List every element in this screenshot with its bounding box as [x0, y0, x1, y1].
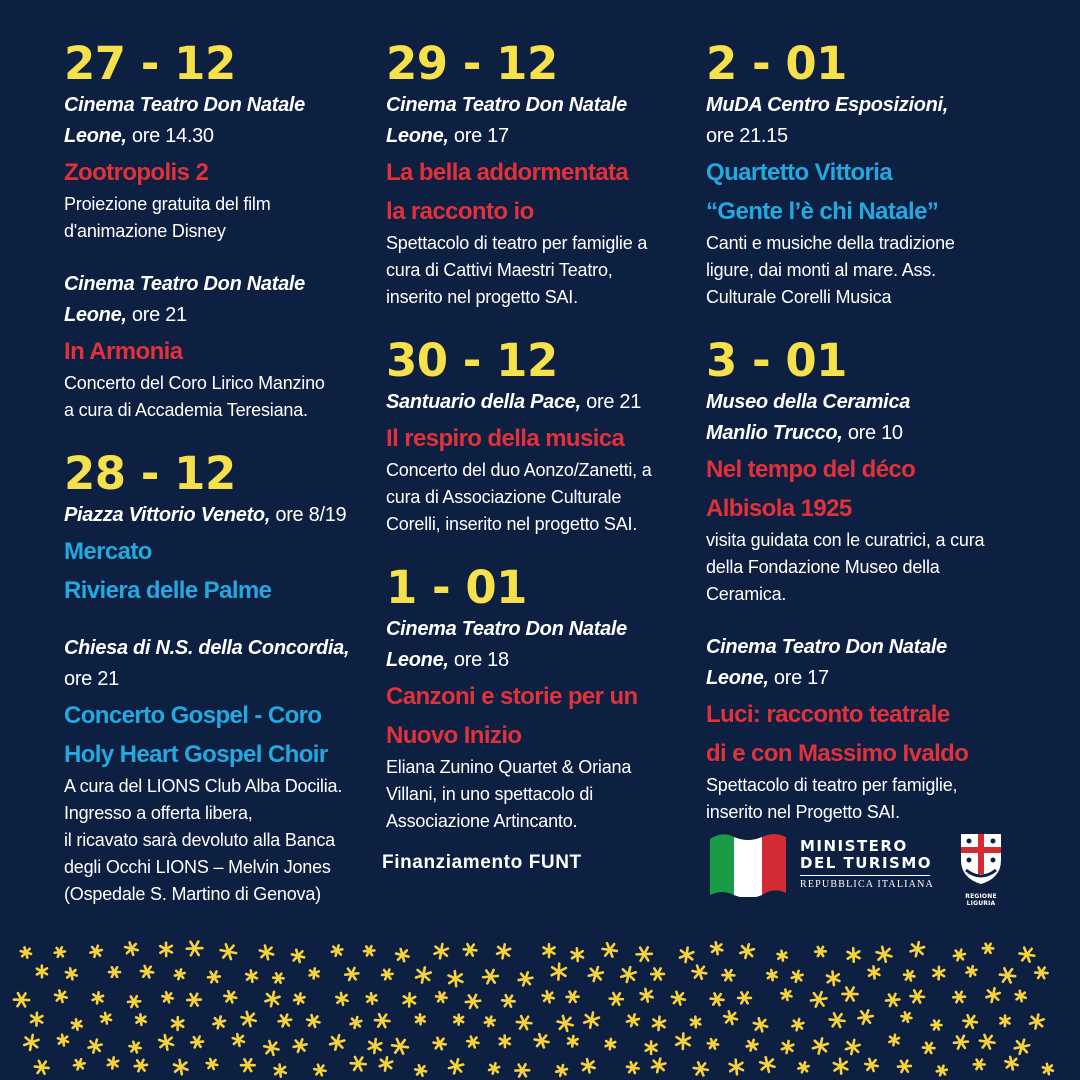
- event-item: [64, 269, 384, 424]
- event-time: ore 21.15: [706, 125, 788, 147]
- star-icon: [106, 1056, 121, 1071]
- star-icon: [172, 1059, 190, 1076]
- star-icon: [272, 1063, 287, 1078]
- event-date: 2 - 01: [706, 37, 847, 90]
- star-icon: [1018, 947, 1035, 962]
- event-description: inserito nel Progetto SAI.: [706, 802, 900, 822]
- star-icon: [586, 964, 605, 983]
- star-icon: [433, 1037, 447, 1049]
- event-item: [64, 90, 384, 245]
- star-icon: [330, 943, 344, 957]
- star-icon: [53, 945, 66, 959]
- event-title: la racconto io: [386, 198, 534, 225]
- ministry-line-3: REPUBBLICA ITALIANA: [800, 879, 934, 890]
- event-title: Il respiro della musica: [386, 425, 625, 452]
- column-3: [706, 38, 1006, 826]
- star-icon: [72, 1057, 86, 1071]
- star-icon: [825, 970, 842, 986]
- star-icon: [380, 967, 394, 981]
- event-description: Canti e musiche della tradizione: [706, 233, 955, 253]
- event-venue-name: Cinema Teatro Don Natale: [386, 618, 628, 640]
- star-icon: [829, 1013, 845, 1027]
- star-icon: [28, 1011, 45, 1027]
- event-venue-name: Cinema Teatro Don Natale: [706, 636, 948, 658]
- star-icon: [548, 962, 569, 982]
- star-icon: [366, 1037, 385, 1055]
- event-description: Concerto del Coro Lirico Manzino: [64, 373, 325, 393]
- event-description: Spettacolo di teatro per famiglie,: [706, 775, 958, 795]
- star-icon: [845, 947, 863, 964]
- event-title: Luci: racconto teatrale: [706, 701, 950, 728]
- event-venue-name: Manlio Trucco,: [706, 422, 843, 444]
- star-icon: [291, 1037, 309, 1055]
- star-icon: [307, 967, 320, 980]
- star-icon: [766, 969, 779, 981]
- event-time: ore 18: [448, 649, 509, 671]
- star-icon: [494, 942, 513, 960]
- star-icon: [979, 1034, 995, 1049]
- event-item: [64, 633, 384, 908]
- star-icon: [34, 1061, 49, 1075]
- star-icon: [650, 1056, 668, 1074]
- star-icon: [291, 949, 306, 963]
- star-icon: [797, 1060, 811, 1074]
- event-venue-name: Santuario della Pace,: [386, 391, 581, 413]
- star-icon: [998, 1014, 1012, 1027]
- star-icon: [810, 1036, 830, 1056]
- star-icon: [565, 989, 580, 1005]
- star-icon: [487, 1062, 501, 1076]
- star-icon: [395, 948, 410, 962]
- event-venue-name: Piazza Vittorio Veneto,: [64, 504, 271, 526]
- star-icon: [516, 970, 534, 988]
- star-icon: [650, 966, 666, 983]
- event-title: In Armonia: [64, 338, 183, 365]
- star-icon: [738, 942, 757, 961]
- event-date: 1 - 01: [386, 561, 527, 614]
- star-icon: [541, 943, 557, 959]
- star-icon: [90, 991, 105, 1006]
- event-venue: [706, 90, 1006, 121]
- event-venue-line-2: [64, 664, 384, 695]
- star-icon: [161, 992, 173, 1003]
- event-date: 27 - 12: [64, 37, 236, 90]
- event-item: [386, 614, 706, 835]
- star-icon: [952, 989, 967, 1004]
- event-venue-name: Museo della Ceramica: [706, 391, 911, 413]
- star-icon: [124, 942, 139, 956]
- event-description: Eliana Zunino Quartet & Oriana: [386, 757, 632, 777]
- event-time: ore 14.30: [126, 125, 214, 147]
- event-venue-name: Cinema Teatro Don Natale: [64, 94, 306, 116]
- event-venue-name: Chiesa di N.S. della Concordia,: [64, 637, 350, 659]
- star-icon: [223, 991, 237, 1003]
- star-icon: [133, 1057, 149, 1074]
- star-icon: [689, 1015, 703, 1028]
- star-icon: [707, 1039, 718, 1049]
- event-venue-line-2: [706, 418, 1006, 449]
- star-icon: [452, 1013, 465, 1026]
- event-item: [64, 500, 384, 609]
- event-venue: [386, 387, 706, 418]
- star-icon: [618, 965, 638, 985]
- star-icon: [738, 992, 751, 1003]
- star-icon: [185, 938, 205, 958]
- event-description: Culturale Corelli Musica: [706, 287, 892, 307]
- column-1: [64, 38, 384, 908]
- star-icon: [211, 1014, 227, 1030]
- event-venue-line-2: [706, 121, 1006, 152]
- star-icon: [884, 991, 901, 1009]
- star-icon: [70, 1018, 83, 1030]
- event-title: Mercato: [64, 538, 152, 565]
- star-icon: [727, 1058, 746, 1076]
- star-icon: [343, 965, 360, 982]
- star-icon: [483, 1015, 496, 1028]
- star-icon: [901, 1012, 913, 1023]
- star-icon: [463, 944, 477, 956]
- event-venue: [386, 614, 706, 645]
- star-icon: [691, 965, 707, 979]
- star-icon: [157, 1034, 175, 1051]
- star-icon: [908, 940, 927, 959]
- star-icon: [88, 944, 104, 960]
- star-icon: [99, 1012, 112, 1025]
- star-icon: [140, 966, 154, 978]
- star-icon: [843, 1038, 862, 1057]
- event-description: della Fondazione Museo della: [706, 557, 940, 577]
- event-venue-name: Leone,: [64, 125, 127, 147]
- star-icon: [435, 992, 447, 1003]
- star-icon: [157, 941, 174, 958]
- star-icon: [752, 1017, 768, 1032]
- star-icon: [1012, 1037, 1031, 1057]
- star-icon: [273, 973, 284, 983]
- ministry-line-1: MINISTERO: [800, 837, 908, 855]
- star-icon: [710, 993, 724, 1005]
- star-icon: [758, 1056, 776, 1073]
- event-venue: [706, 387, 1006, 418]
- event-title: Holy Heart Gospel Choir: [64, 741, 328, 768]
- star-icon: [432, 942, 451, 961]
- star-icon: [887, 1033, 901, 1047]
- star-icon: [21, 1032, 41, 1052]
- star-icon: [963, 1015, 978, 1028]
- star-icon: [314, 1064, 327, 1075]
- star-icon: [464, 992, 483, 1011]
- star-icon: [414, 1013, 427, 1025]
- event-venue-name: Leone,: [386, 649, 449, 671]
- star-icon: [723, 1011, 739, 1025]
- star-icon: [377, 1055, 395, 1072]
- star-icon: [952, 947, 967, 962]
- event-venue-line-2: [64, 300, 384, 331]
- star-icon: [206, 969, 221, 985]
- event-venue: [386, 90, 706, 121]
- event-item: [706, 90, 1006, 311]
- star-icon: [54, 990, 68, 1003]
- event-time: ore 8/19: [270, 504, 347, 526]
- star-icon: [129, 1041, 142, 1053]
- star-icon: [134, 1013, 147, 1026]
- star-icon: [566, 1034, 580, 1048]
- event-time: ore 21: [126, 304, 187, 326]
- event-description: a cura di Accademia Teresiana.: [64, 400, 308, 420]
- event-description: Ingresso a offerta libera,: [64, 803, 253, 823]
- star-icon: [671, 991, 687, 1005]
- star-icon: [999, 968, 1016, 983]
- star-icon: [569, 947, 585, 962]
- ministry-line-2: DEL TURISMO: [800, 854, 933, 872]
- star-icon: [626, 1062, 639, 1074]
- star-icon: [1027, 1012, 1046, 1031]
- star-icon: [502, 995, 516, 1007]
- star-icon: [866, 965, 881, 979]
- star-icon: [722, 970, 734, 980]
- event-date: 28 - 12: [64, 447, 236, 500]
- event-description: cura di Cattivi Maestri Teatro,: [386, 260, 613, 280]
- star-icon: [974, 1060, 985, 1070]
- event-item: [386, 387, 706, 538]
- star-icon: [673, 1031, 693, 1051]
- event-description: degli Occhi LIONS – Melvin Jones: [64, 857, 331, 877]
- star-icon: [365, 992, 379, 1005]
- star-icon: [625, 1012, 641, 1028]
- star-icon: [903, 970, 915, 981]
- star-icon: [709, 941, 724, 955]
- event-venue-name: MuDA Centro Esposizioni,: [706, 94, 949, 116]
- event-date: 30 - 12: [386, 334, 558, 387]
- star-icon: [923, 1043, 935, 1054]
- star-icon: [497, 1034, 512, 1048]
- event-description: Villani, in uno spettacolo di: [386, 784, 594, 804]
- star-icon: [219, 943, 237, 959]
- event-venue: [64, 633, 384, 664]
- star-icon: [514, 1061, 531, 1079]
- event-venue: [64, 500, 384, 531]
- event-item: [706, 632, 1006, 826]
- star-icon: [808, 989, 828, 1010]
- star-icon: [391, 1038, 409, 1054]
- event-title: Zootropolis 2: [64, 159, 209, 186]
- star-icon: [481, 967, 500, 986]
- event-title: Nuovo Inizio: [386, 722, 522, 749]
- event-title: Riviera delle Palme: [64, 577, 272, 604]
- event-item: [386, 90, 706, 311]
- star-icon: [910, 990, 924, 1003]
- event-description: visita guidata con le curatrici, a cura: [706, 530, 985, 550]
- star-icon: [244, 969, 259, 983]
- event-venue-line-2: [386, 645, 706, 676]
- star-icon: [814, 945, 827, 959]
- column-2: [386, 38, 706, 835]
- event-venue-name: Leone,: [706, 667, 769, 689]
- event-venue-name: Cinema Teatro Don Natale: [64, 273, 306, 295]
- star-icon: [790, 969, 805, 984]
- star-icon: [875, 946, 893, 963]
- star-icon: [401, 992, 418, 1009]
- star-icon: [231, 1033, 246, 1047]
- stars-decoration: [0, 938, 1080, 1080]
- star-icon: [831, 1057, 850, 1075]
- star-icon: [169, 1015, 186, 1031]
- event-venue-name: Cinema Teatro Don Natale: [386, 94, 628, 116]
- event-venue-name: Leone,: [64, 304, 127, 326]
- star-icon: [64, 967, 78, 980]
- event-title: La bella addormentata: [386, 159, 629, 186]
- star-icon: [931, 965, 947, 981]
- event-time: ore 17: [448, 125, 509, 147]
- event-venue-line-2: [386, 121, 706, 152]
- star-icon: [306, 1014, 321, 1027]
- event-venue-line-2: [64, 121, 384, 152]
- event-description: Spettacolo di teatro per famiglie a: [386, 233, 648, 253]
- star-icon: [1004, 1056, 1020, 1071]
- event-time: ore 21: [64, 668, 119, 690]
- liguria-crest-icon: [956, 830, 1006, 886]
- region-label: REGIONE LIGURIA: [965, 893, 997, 907]
- event-description: cura di Associazione Culturale: [386, 487, 622, 507]
- star-icon: [602, 943, 618, 957]
- event-time: ore 21: [580, 391, 642, 413]
- star-icon: [263, 989, 283, 1008]
- event-description: A cura del LIONS Club Alba Docilia.: [64, 776, 343, 796]
- star-icon: [185, 991, 202, 1009]
- star-icon: [776, 950, 788, 962]
- star-icon: [935, 1064, 948, 1077]
- event-title: Concerto Gospel - Coro: [64, 702, 322, 729]
- event-title: Albisola 1925: [706, 495, 852, 522]
- star-icon: [780, 989, 793, 1001]
- star-icon: [348, 1015, 363, 1030]
- star-icon: [1035, 967, 1048, 978]
- star-icon: [258, 945, 275, 961]
- star-icon: [14, 993, 30, 1007]
- star-icon: [240, 1011, 257, 1027]
- star-icon: [350, 1057, 366, 1071]
- star-icon: [635, 944, 654, 964]
- star-icon: [580, 1058, 597, 1073]
- event-title: Quartetto Vittoria: [706, 159, 893, 186]
- star-icon: [643, 1040, 659, 1056]
- star-icon: [931, 1021, 941, 1030]
- star-icon: [780, 1039, 796, 1055]
- star-icon: [173, 968, 186, 981]
- event-description: d'animazione Disney: [64, 221, 226, 241]
- event-item: [706, 387, 1006, 608]
- event-date: 3 - 01: [706, 334, 847, 387]
- star-icon: [581, 1010, 601, 1030]
- star-icon: [126, 994, 142, 1010]
- event-venue: [64, 90, 384, 121]
- star-icon: [541, 990, 555, 1003]
- star-icon: [984, 986, 1003, 1004]
- star-icon: [335, 992, 350, 1006]
- star-icon: [413, 965, 433, 985]
- region-logo: [950, 830, 1012, 907]
- star-icon: [446, 1057, 465, 1077]
- star-icon: [952, 1033, 970, 1051]
- star-icon: [965, 964, 979, 978]
- event-venue-line-2: [706, 663, 1006, 694]
- star-icon: [56, 1034, 69, 1047]
- star-icon: [790, 1017, 805, 1032]
- event-description: Corelli, inserito nel progetto SAI.: [386, 514, 638, 534]
- star-icon: [1041, 1063, 1054, 1075]
- event-description: Ceramica.: [706, 584, 787, 604]
- star-icon: [609, 993, 623, 1005]
- star-icon: [363, 944, 376, 958]
- event-venue: [64, 269, 384, 300]
- star-icon: [34, 964, 49, 979]
- star-icon: [466, 1036, 479, 1048]
- event-title: Canzoni e storie per un: [386, 683, 638, 710]
- funding-label: Finanziamento FUNT: [382, 852, 582, 873]
- star-icon: [650, 1015, 668, 1032]
- star-icon: [241, 1059, 255, 1071]
- star-icon: [109, 967, 120, 977]
- event-time: ore 17: [768, 667, 829, 689]
- event-time: ore 10: [842, 422, 903, 444]
- star-icon: [693, 1062, 709, 1076]
- event-title: Nel tempo del déco: [706, 456, 916, 483]
- star-icon: [190, 1034, 205, 1050]
- ministry-logo-text: [800, 838, 934, 890]
- star-icon: [864, 1058, 878, 1071]
- star-icon: [556, 1015, 574, 1032]
- event-venue-name: Leone,: [386, 125, 449, 147]
- star-icon: [604, 1037, 618, 1050]
- star-icon: [20, 947, 33, 959]
- event-venue: [706, 632, 1006, 663]
- star-icon: [841, 984, 860, 1003]
- star-icon: [86, 1037, 104, 1055]
- star-icon: [856, 1008, 875, 1027]
- star-icon: [327, 1033, 347, 1053]
- star-icon: [292, 992, 306, 1006]
- star-icon: [745, 1038, 760, 1053]
- event-description: Associazione Artincanto.: [386, 811, 578, 831]
- event-title: di e con Massimo Ivaldo: [706, 740, 969, 767]
- event-description: Proiezione gratuita del film: [64, 194, 271, 214]
- star-icon: [414, 1065, 427, 1077]
- star-icon: [374, 1014, 389, 1028]
- star-icon: [446, 969, 466, 987]
- event-description: Concerto del duo Aonzo/Zanetti, a: [386, 460, 652, 480]
- event-description: (Ospedale S. Martino di Genova): [64, 884, 321, 904]
- star-icon: [533, 1033, 549, 1048]
- star-icon: [277, 1012, 294, 1029]
- star-icon: [263, 1040, 280, 1056]
- star-icon: [983, 944, 994, 953]
- event-title: “Gente l’è chi Natale”: [706, 198, 939, 225]
- event-description: ligure, dai monti al mare. Ass.: [706, 260, 936, 280]
- star-icon: [896, 1058, 912, 1075]
- star-icon: [1014, 990, 1027, 1002]
- star-icon: [554, 1063, 569, 1078]
- star-icon: [206, 1058, 218, 1069]
- star-icon: [639, 988, 655, 1003]
- event-date: 29 - 12: [386, 37, 558, 90]
- event-description: inserito nel progetto SAI.: [386, 287, 578, 307]
- star-icon: [516, 1016, 532, 1030]
- event-description: il ricavato sarà devoluto alla Banca: [64, 830, 335, 850]
- italian-flag-icon: [708, 829, 788, 897]
- star-icon: [677, 946, 696, 965]
